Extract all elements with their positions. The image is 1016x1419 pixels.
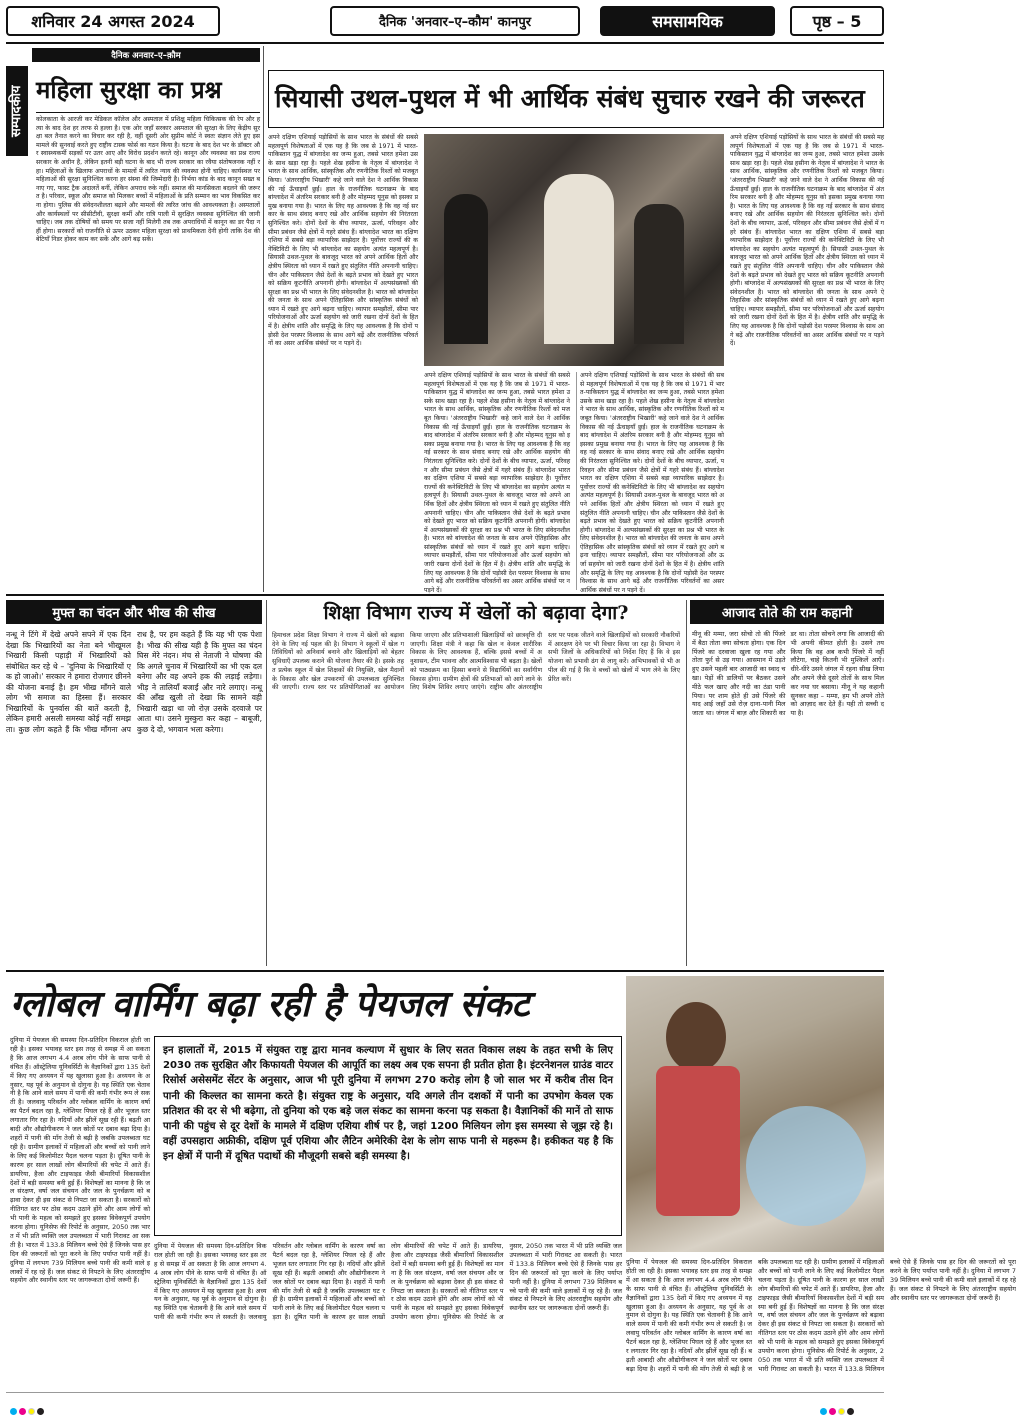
photo-figure <box>656 1066 740 1216</box>
color-mark <box>10 1408 17 1415</box>
story-right-title: आजाद तोते की राम कहानी <box>690 600 884 624</box>
editorial-title: महिला सुरक्षा का प्रश्न <box>36 75 222 104</box>
feature-highlight-box <box>154 1036 622 1236</box>
photo-figure <box>634 204 684 344</box>
color-mark <box>37 1408 44 1415</box>
section-rule <box>6 970 884 972</box>
column-divider <box>263 46 264 592</box>
lead-photo <box>424 134 724 366</box>
photo-figure <box>544 174 614 344</box>
registration-marks-left <box>10 1400 70 1410</box>
feature-highlight: इन हालातों में, 2015 में संयुक्त राष्ट्र द्वारा मानव कल्याण में सुधार के लिए सतत विकास लक्ष्य के तहत सभी के लिए 2030 तक सुरक्षित और किफायती पेयजल की आपूर्ति का लक्ष्य अब एक सपना ही प्रतीत होता है। इंटरनेशनल ग्राउंड वाटर रिसोर्स असेसमेंट सेंटर के अनुसार, आज भी पूरी दुनिया में लगभग 270 करोड़ लोग है जो साल भर में करीब तीस दिन पानी की किल्लत का सामना करते है। संयुक्त राष्ट्र के अनुसार, यदि अगले तीन दशकों में पानी का उपभोग केवल एक प्रतिशत की दर से भी बढ़ेगा, तो दुनिया को एक बड़े जल संकट का सामना करना पड़ सकता है। वैज्ञानिकों की मानें तो साफ पानी की पहुंच से दूर देशों के मामले में दक्षिण एशिया शीर्ष पर है, जहां 1200 मिलियन लोग इस समस्या से जूझ रहे है। वहीं उपसहारा अफ्रीकी, दक्षिण पूर्व एशिया और लैटिन अमेरिकी देश के लोग साफ पानी से महरूम है। हकीकत यह है कि इन क्षेत्रों में पानी में दूषित पदार्थो की मौजूदगी सबसे बड़ी समस्या है। <box>163 1045 613 1163</box>
color-mark <box>838 1408 845 1415</box>
column-divider <box>266 600 267 966</box>
color-mark <box>28 1408 35 1415</box>
section-rule <box>6 594 884 596</box>
header-page-number: पृष्ठ – 5 <box>790 6 884 36</box>
footer-rule <box>6 1392 884 1393</box>
photo-figure <box>666 1002 726 1072</box>
color-mark <box>820 1408 827 1415</box>
feature-body-col2: दुनिया में पेयजल की समस्या दिन-प्रतिदिन विकराल होती जा रही है। इसका भयावह स्तर इस तरह से समझ में आ सकता है कि आज लगभग 4.4 अरब लोग पीने के साफ पानी से वंचित हैं। ऑस्ट्रेलिया यूनिवर्सिटी के वैज्ञानिकों द्वारा 135 देशों में किए गए अध्ययन में यह खुलासा हुआ है। अध्ययन के अनुसार, यह पूर्व के अनुमान से दोगुना है। यह स्थिति एक चेतावनी है कि आने वाले समय में पानी की कमी गंभीर रूप ले सकती है। जलवायु परिवर्तन और ग्लोबल वार्मिंग के कारण वर्षा का पैटर्न बदल रहा है, ग्लेशियर पिघल रहे हैं और भूजल स्तर लगातार गिर रहा है। नदियाँ और झीलें सूख रही हैं। बढ़ती आबादी और औद्योगीकरण ने जल स्रोतों पर दबाव बढ़ा दिया है। शहरों में पानी की माँग तेजी से बढ़ी है जबकि उपलब्धता घट रही है। ग्रामीण इलाकों में महिलाओं और बच्चों को पानी लाने के लिए कई किलोमीटर पैदल चलना पड़ता है। दूषित पानी के कारण हर साल लाखों लोग बीमारियों की चपेट में आते हैं। डायरिया, हैजा और टाइफाइड जैसी बीमारियाँ विकासशील देशों में बड़ी समस्या बनी हुई हैं। विशेषज्ञों का मानना है कि जल संरक्षण, वर्षा जल संचयन और जल के पुनर्चक्रण को बढ़ावा देकर ही इस संकट से निपटा जा सकता है। सरकारों को नीतिगत स्तर पर ठोस कदम उठाने होंगे और आम लोगों को भी पानी के महत्व को समझते हुए इसका विवेकपूर्ण उपयोग करना होगा। यूनिसेफ की रिपोर्ट के अनुसार, 2050 तक भारत में भी प्रति व्यक्ति जल उपलब्धता में भारी गिरावट आ सकती है। भारत में 133.8 मिलियन बच्चे ऐसे हैं जिनके पास हर दिन की जरूरतों को पूरा करने के लिए पर्याप्त पानी नहीं है। दुनिया में लगभग 739 मिलियन बच्चे पानी की कमी वाले इलाकों में रह रहे हैं। जल संकट से निपटने के लिए अंतरराष्ट्रीय सहयोग और स्थानीय स्तर पर जागरूकता दोनों जरूरी हैं। <box>154 1242 622 1322</box>
feature-photo <box>626 976 884 1252</box>
header-date: शनिवार 24 अगस्त 2024 <box>6 6 220 36</box>
lead-title: सियासी उथल-पुथल में भी आर्थिक संबंध सुचारु रखने की जरूरत <box>275 84 865 113</box>
story-mid-title: शिक्षा विभाग राज्य में खेलों को बढ़ावा देगा? <box>323 602 629 624</box>
color-mark <box>829 1408 836 1415</box>
feature-title: ग्लोबल वार्मिंग बढ़ा रही है पेयजल संकट <box>10 983 530 1025</box>
editorial-body: कोलकाता के आरजी कर मेडिकल कॉलेज और अस्पताल में प्रशिक्षु महिला चिकित्सक की रेप और हत्या के बाद देश हर तरफ से हल्ला है। एक ओर जहाँ सरकार अस्पताल की सुरक्षा के लिए केंद्रीय सुरक्षा बल तैनात करने का विचार कर रही है, वहीं दूसरी ओर सुप्रीम कोर्ट ने स्वतः संज्ञान लेते हुए इस मामले की सुनवाई करते हुए राष्ट्रीय टास्क फोर्स का गठन किया है। घटना के बाद देश भर के डॉक्टर और स्वास्थ्यकर्मी सड़कों पर उतर आए और विरोध प्रदर्शन करते रहे। कानून और व्यवस्था का प्रश्न राज्य सरकार के अधीन है, लेकिन इतनी बड़ी घटना के बाद भी राज्य सरकार का रवैया संतोषजनक नहीं रहा। महिलाओं के खिलाफ अपराधों के मामलों में त्वरित न्याय की व्यवस्था होनी चाहिए। कार्यस्थल पर महिलाओं की सुरक्षा सुनिश्चित करना हर संस्था की जिम्मेदारी है। निर्भया कांड के बाद कानून सख्त बनाए गए, फास्ट ट्रैक अदालतें बनीं, लेकिन अपराध रुके नहीं। समाज की मानसिकता बदलने की जरूरत है। परिवार, स्कूल और समाज को मिलकर बच्चों में महिलाओं के प्रति सम्मान का भाव विकसित करना होगा। पुलिस की संवेदनशीलता बढ़ाने और मामलों की त्वरित जांच की आवश्यकता है। अस्पतालों और कार्यस्थलों पर सीसीटीवी, सुरक्षा कर्मी और रात्रि पाली में सुरक्षित व्यवस्था सुनिश्चित की जानी चाहिए। जब तक दोषियों को समय पर सजा नहीं मिलेगी तब तक अपराधियों में कानून का डर पैदा नहीं होगा। सरकारों को राजनीति से ऊपर उठकर महिला सुरक्षा को प्राथमिकता देनी होगी ताकि देश की बेटियाँ निडर होकर काम कर सकें और आगे बढ़ सकें। <box>36 116 260 244</box>
story-mid-body: हिमाचल प्रदेश शिक्षा विभाग ने राज्य में खेलों को बढ़ावा देने के लिए नई पहल की है। विभाग ने स्कूलों में खेल गतिविधियों को अनिवार्य बनाने और खिलाड़ियों को बेहतर सुविधाएँ उपलब्ध कराने की योजना तैयार की है। इसके तहत प्रत्येक स्कूल में खेल शिक्षकों की नियुक्ति, खेल मैदानों के विकास और खेल उपकरणों की उपलब्धता सुनिश्चित की जाएगी। राज्य स्तर पर प्रतियोगिताओं का आयोजन किया जाएगा और प्रतिभाशाली खिलाड़ियों को छात्रवृत्ति दी जाएगी। शिक्षा मंत्री ने कहा कि खेल न केवल शारीरिक विकास के लिए आवश्यक हैं, बल्कि इससे बच्चों में अनुशासन, टीम भावना और आत्मविश्वास भी बढ़ता है। खेलों को पाठ्यक्रम का हिस्सा बनाने से विद्यार्थियों का सर्वांगीण विकास होगा। ग्रामीण क्षेत्रों की प्रतिभाओं को आगे लाने के लिए विशेष शिविर लगाए जाएंगे। राष्ट्रीय और अंतरराष्ट्रीय स्तर पर पदक जीतने वाले खिलाड़ियों को सरकारी नौकरियों में आरक्षण देने पर भी विचार किया जा रहा है। विभाग ने सभी जिलों के अधिकारियों को निर्देश दिए हैं कि वे इस योजना को प्रभावी ढंग से लागू करें। अभिभावकों से भी अपील की गई है कि वे बच्चों को खेलों में भाग लेने के लिए प्रेरित करें। <box>272 632 680 692</box>
lead-body-col4: अपने दक्षिण एशियाई पड़ोसियों के साथ भारत के संबंधों की सबसे महत्वपूर्ण विशेषताओं में एक यह है कि जब से 1971 में भारत-पाकिस्तान युद्ध में बांग्लादेश का जन्म हुआ, तबसे भारत हमेशा उसके साथ खड़ा रहा है। पहले शेख हसीना के नेतृत्व में बांग्लादेश ने भारत के साथ आर्थिक, सांस्कृतिक और रणनीतिक रिश्तों को मजबूत किया। 'अंतरराष्ट्रीय भिखारी' कहे जाने वाले देश ने आर्थिक विकास की नई ऊँचाइयाँ छुईं। हाल के राजनीतिक घटनाक्रम के बाद बांग्लादेश में अंतरिम सरकार बनी है और मोहम्मद यूनुस को इसका प्रमुख बनाया गया है। भारत के लिए यह आवश्यक है कि वह नई सरकार के साथ संवाद बनाए रखे और आर्थिक सहयोग की निरंतरता सुनिश्चित करे। दोनों देशों के बीच व्यापार, ऊर्जा, परिवहन और सीमा प्रबंधन जैसे क्षेत्रों में गहरे संबंध हैं। बांग्लादेश भारत का दक्षिण एशिया में सबसे बड़ा व्यापारिक साझेदार है। पूर्वोत्तर राज्यों की कनेक्टिविटी के लिए भी बांग्लादेश का सहयोग अत्यंत महत्वपूर्ण है। सियासी उथल-पुथल के बावजूद भारत को अपने आर्थिक हितों और क्षेत्रीय स्थिरता को ध्यान में रखते हुए संतुलित नीति अपनानी चाहिए। चीन और पाकिस्तान जैसे देशों के बढ़ते प्रभाव को देखते हुए भारत को सक्रिय कूटनीति अपनानी होगी। बांग्लादेश में अल्पसंख्यकों की सुरक्षा का प्रश्न भी भारत के लिए संवेदनशील है। भारत को बांग्लादेश की जनता के साथ अपने ऐतिहासिक और सांस्कृतिक संबंधों को ध्यान में रखते हुए आगे बढ़ना चाहिए। व्यापार समझौतों, सीमा पार परियोजनाओं और ऊर्जा सहयोग को जारी रखना दोनों देशों के हित में है। क्षेत्रीय शांति और समृद्धि के लिए यह आवश्यक है कि दोनों पड़ोसी देश परस्पर विश्वास के साथ आगे बढ़ें और राजनीतिक परिवर्तनों का असर आर्थिक संबंधों पर न पड़ने दें। <box>730 134 884 348</box>
header-paper-name: दैनिक 'अनवार–ए–कौम' कानपुर <box>330 6 580 36</box>
story-right-body: मीनू की मम्मा, जरा सोचो तो की पिंजरे में बैठा तोता क्या सोचता होगा। एक दिन पिंजरे का दरवाजा खुला रह गया और तोता फुर्र से उड़ गया। आसमान में उड़ते हुए उसने पहली बार आजादी का स्वाद चखा। पेड़ों की डालियों पर बैठकर उसने मीठे फल खाए और नदी का ठंडा पानी पिया। पर शाम होते ही उसे पिंजरे की याद आई जहाँ उसे रोज़ दाना-पानी मिल जाता था। जंगल में बाज़ और शिकारी का डर था। तोता सोचने लगा कि आजादी की भी अपनी कीमत होती है। उसने तय किया कि वह अब कभी पिंजरे में नहीं लौटेगा, चाहे कितनी भी मुश्किलें आएँ। धीरे-धीरे उसने जंगल में रहना सीख लिया और अपने जैसे दूसरे तोतों के साथ मिलकर नया घर बसाया। मीनू ने यह कहानी सुनकर कहा – मम्मा, हम भी अपने तोते को आज़ाद कर देते हैं। यही तो सच्ची दया है। <box>692 630 884 718</box>
header-section: समसामयिक <box>600 6 775 36</box>
story-left-body: नन्धू ने टिंगे में देखे अपने सपने में एक दिन देखा कि भिखारियों का नेता बने भीखूमल भिखारी किसी पहाड़ी में भिखारियों को संबोधित कर रहे थे – 'दुनिया के भिखारियों एक हो जाओ।' सरकार ने हमारा रोजगार छीनने की योजना बनाई है। हम भीख माँगने वाले लोग भी समाज का हिस्सा हैं। सरकार भिखारियों के पुनर्वास की बातें करती है, लेकिन हमारी असली समस्या कोई नहीं समझता। कुछ लोग कहते हैं कि भीख माँगना अपराध है, पर हम कहते हैं कि यह भी एक पेशा है। भीख की सीख यही है कि मुफ्त का चंदन घिस मेरे नंदन। मंच से नेताजी ने घोषणा की कि अगले चुनाव में भिखारियों का भी एक दल बनेगा और वह अपने हक की लड़ाई लड़ेगा। भीड़ ने तालियाँ बजाईं और नारे लगाए। नन्धू की आँख खुली तो देखा कि सामने वही भिखारी खड़ा था जो रोज़ उसके दरवाजे पर आता था। उसने मुस्कुरा कर कहा – बाबूजी, कुछ दे दो, भगवान भला करेगा। <box>6 630 262 734</box>
photo-water-pot <box>746 1106 866 1226</box>
divider <box>36 112 260 113</box>
lead-body-col2: अपने दक्षिण एशियाई पड़ोसियों के साथ भारत के संबंधों की सबसे महत्वपूर्ण विशेषताओं में एक यह है कि जब से 1971 में भारत-पाकिस्तान युद्ध में बांग्लादेश का जन्म हुआ, तबसे भारत हमेशा उसके साथ खड़ा रहा है। पहले शेख हसीना के नेतृत्व में बांग्लादेश ने भारत के साथ आर्थिक, सांस्कृतिक और रणनीतिक रिश्तों को मजबूत किया। 'अंतरराष्ट्रीय भिखारी' कहे जाने वाले देश ने आर्थिक विकास की नई ऊँचाइयाँ छुईं। हाल के राजनीतिक घटनाक्रम के बाद बांग्लादेश में अंतरिम सरकार बनी है और मोहम्मद यूनुस को इसका प्रमुख बनाया गया है। भारत के लिए यह आवश्यक है कि वह नई सरकार के साथ संवाद बनाए रखे और आर्थिक सहयोग की निरंतरता सुनिश्चित करे। दोनों देशों के बीच व्यापार, ऊर्जा, परिवहन और सीमा प्रबंधन जैसे क्षेत्रों में गहरे संबंध हैं। बांग्लादेश भारत का दक्षिण एशिया में सबसे बड़ा व्यापारिक साझेदार है। पूर्वोत्तर राज्यों की कनेक्टिविटी के लिए भी बांग्लादेश का सहयोग अत्यंत महत्वपूर्ण है। सियासी उथल-पुथल के बावजूद भारत को अपने आर्थिक हितों और क्षेत्रीय स्थिरता को ध्यान में रखते हुए संतुलित नीति अपनानी चाहिए। चीन और पाकिस्तान जैसे देशों के बढ़ते प्रभाव को देखते हुए भारत को सक्रिय कूटनीति अपनानी होगी। बांग्लादेश में अल्पसंख्यकों की सुरक्षा का प्रश्न भी भारत के लिए संवेदनशील है। भारत को बांग्लादेश की जनता के साथ अपने ऐतिहासिक और सांस्कृतिक संबंधों को ध्यान में रखते हुए आगे बढ़ना चाहिए। व्यापार समझौतों, सीमा पार परियोजनाओं और ऊर्जा सहयोग को जारी रखना दोनों देशों के हित में है। क्षेत्रीय शांति और समृद्धि के लिए यह आवश्यक है कि दोनों पड़ोसी देश परस्पर विश्वास के साथ आगे बढ़ें और राजनीतिक परिवर्तनों का असर आर्थिक संबंधों पर न पड़ने दें। <box>424 372 570 594</box>
lead-title-box <box>268 70 884 128</box>
editorial-side-label: सम्पादकीय <box>6 66 28 156</box>
feature-body-col3: दुनिया में पेयजल की समस्या दिन-प्रतिदिन विकराल होती जा रही है। इसका भयावह स्तर इस तरह से समझ में आ सकता है कि आज लगभग 4.4 अरब लोग पीने के साफ पानी से वंचित हैं। ऑस्ट्रेलिया यूनिवर्सिटी के वैज्ञानिकों द्वारा 135 देशों में किए गए अध्ययन में यह खुलासा हुआ है। अध्ययन के अनुसार, यह पूर्व के अनुमान से दोगुना है। यह स्थिति एक चेतावनी है कि आने वाले समय में पानी की कमी गंभीर रूप ले सकती है। जलवायु परिवर्तन और ग्लोबल वार्मिंग के कारण वर्षा का पैटर्न बदल रहा है, ग्लेशियर पिघल रहे हैं और भूजल स्तर लगातार गिर रहा है। नदियाँ और झीलें सूख रही हैं। बढ़ती आबादी और औद्योगीकरण ने जल स्रोतों पर दबाव बढ़ा दिया है। शहरों में पानी की माँग तेजी से बढ़ी है जबकि उपलब्धता घट रही है। ग्रामीण इलाकों में महिलाओं और बच्चों को पानी लाने के लिए कई किलोमीटर पैदल चलना पड़ता है। दूषित पानी के कारण हर साल लाखों लोग बीमारियों की चपेट में आते हैं। डायरिया, हैजा और टाइफाइड जैसी बीमारियाँ विकासशील देशों में बड़ी समस्या बनी हुई हैं। विशेषज्ञों का मानना है कि जल संरक्षण, वर्षा जल संचयन और जल के पुनर्चक्रण को बढ़ावा देकर ही इस संकट से निपटा जा सकता है। सरकारों को नीतिगत स्तर पर ठोस कदम उठाने होंगे और आम लोगों को भी पानी के महत्व को समझते हुए इसका विवेकपूर्ण उपयोग करना होगा। यूनिसेफ की रिपोर्ट के अनुसार, 2050 तक भारत में भी प्रति व्यक्ति जल उपलब्धता में भारी गिरावट आ सकती है। भारत में 133.8 मिलियन बच्चे ऐसे हैं जिनके पास हर दिन की जरूरतों को पूरा करने के लिए पर्याप्त पानी नहीं है। दुनिया में लगभग 739 मिलियन बच्चे पानी की कमी वाले इलाकों में रह रहे हैं। जल संकट से निपटने के लिए अंतरराष्ट्रीय सहयोग और स्थानीय स्तर पर जागरूकता दोनों जरूरी हैं। <box>626 1258 1016 1373</box>
color-mark <box>847 1408 854 1415</box>
column-divider <box>686 600 687 966</box>
header-rule <box>6 42 884 44</box>
color-mark <box>19 1408 26 1415</box>
feature-body-col1: दुनिया में पेयजल की समस्या दिन-प्रतिदिन विकराल होती जा रही है। इसका भयावह स्तर इस तरह से समझ में आ सकता है कि आज लगभग 4.4 अरब लोग पीने के साफ पानी से वंचित हैं। ऑस्ट्रेलिया यूनिवर्सिटी के वैज्ञानिकों द्वारा 135 देशों में किए गए अध्ययन में यह खुलासा हुआ है। अध्ययन के अनुसार, यह पूर्व के अनुमान से दोगुना है। यह स्थिति एक चेतावनी है कि आने वाले समय में पानी की कमी गंभीर रूप ले सकती है। जलवायु परिवर्तन और ग्लोबल वार्मिंग के कारण वर्षा का पैटर्न बदल रहा है, ग्लेशियर पिघल रहे हैं और भूजल स्तर लगातार गिर रहा है। नदियाँ और झीलें सूख रही हैं। बढ़ती आबादी और औद्योगीकरण ने जल स्रोतों पर दबाव बढ़ा दिया है। शहरों में पानी की माँग तेजी से बढ़ी है जबकि उपलब्धता घट रही है। ग्रामीण इलाकों में महिलाओं और बच्चों को पानी लाने के लिए कई किलोमीटर पैदल चलना पड़ता है। दूषित पानी के कारण हर साल लाखों लोग बीमारियों की चपेट में आते हैं। डायरिया, हैजा और टाइफाइड जैसी बीमारियाँ विकासशील देशों में बड़ी समस्या बनी हुई हैं। विशेषज्ञों का मानना है कि जल संरक्षण, वर्षा जल संचयन और जल के पुनर्चक्रण को बढ़ावा देकर ही इस संकट से निपटा जा सकता है। सरकारों को नीतिगत स्तर पर ठोस कदम उठाने होंगे और आम लोगों को भी पानी के महत्व को समझते हुए इसका विवेकपूर्ण उपयोग करना होगा। यूनिसेफ की रिपोर्ट के अनुसार, 2050 तक भारत में भी प्रति व्यक्ति जल उपलब्धता में भारी गिरावट आ सकती है। भारत में 133.8 मिलियन बच्चे ऐसे हैं जिनके पास हर दिन की जरूरतों को पूरा करने के लिए पर्याप्त पानी नहीं है। दुनिया में लगभग 739 मिलियन बच्चे पानी की कमी वाले इलाकों में रह रहे हैं। जल संकट से निपटने के लिए अंतरराष्ट्रीय सहयोग और स्थानीय स्तर पर जागरूकता दोनों जरूरी हैं। <box>10 1036 150 1285</box>
photo-figure <box>444 194 488 344</box>
editorial-block <box>6 48 260 590</box>
page-header <box>0 0 890 44</box>
story-left-title: मुफ्त का चंदन और भीख की सीख <box>6 600 262 624</box>
registration-marks-right <box>820 1400 880 1410</box>
lead-body-col1: अपने दक्षिण एशियाई पड़ोसियों के साथ भारत के संबंधों की सबसे महत्वपूर्ण विशेषताओं में एक यह है कि जब से 1971 में भारत-पाकिस्तान युद्ध में बांग्लादेश का जन्म हुआ, तबसे भारत हमेशा उसके साथ खड़ा रहा है। पहले शेख हसीना के नेतृत्व में बांग्लादेश ने भारत के साथ आर्थिक, सांस्कृतिक और रणनीतिक रिश्तों को मजबूत किया। 'अंतरराष्ट्रीय भिखारी' कहे जाने वाले देश ने आर्थिक विकास की नई ऊँचाइयाँ छुईं। हाल के राजनीतिक घटनाक्रम के बाद बांग्लादेश में अंतरिम सरकार बनी है और मोहम्मद यूनुस को इसका प्रमुख बनाया गया है। भारत के लिए यह आवश्यक है कि वह नई सरकार के साथ संवाद बनाए रखे और आर्थिक सहयोग की निरंतरता सुनिश्चित करे। दोनों देशों के बीच व्यापार, ऊर्जा, परिवहन और सीमा प्रबंधन जैसे क्षेत्रों में गहरे संबंध हैं। बांग्लादेश भारत का दक्षिण एशिया में सबसे बड़ा व्यापारिक साझेदार है। पूर्वोत्तर राज्यों की कनेक्टिविटी के लिए भी बांग्लादेश का सहयोग अत्यंत महत्वपूर्ण है। सियासी उथल-पुथल के बावजूद भारत को अपने आर्थिक हितों और क्षेत्रीय स्थिरता को ध्यान में रखते हुए संतुलित नीति अपनानी चाहिए। चीन और पाकिस्तान जैसे देशों के बढ़ते प्रभाव को देखते हुए भारत को सक्रिय कूटनीति अपनानी होगी। बांग्लादेश में अल्पसंख्यकों की सुरक्षा का प्रश्न भी भारत के लिए संवेदनशील है। भारत को बांग्लादेश की जनता के साथ अपने ऐतिहासिक और सांस्कृतिक संबंधों को ध्यान में रखते हुए आगे बढ़ना चाहिए। व्यापार समझौतों, सीमा पार परियोजनाओं और ऊर्जा सहयोग को जारी रखना दोनों देशों के हित में है। क्षेत्रीय शांति और समृद्धि के लिए यह आवश्यक है कि दोनों पड़ोसी देश परस्पर विश्वास के साथ आगे बढ़ें और राजनीतिक परिवर्तनों का असर आर्थिक संबंधों पर न पड़ने दें। <box>268 134 419 348</box>
editorial-kicker: दैनिक अनवार–ए–क़ौम <box>32 48 260 62</box>
lead-body-col3: अपने दक्षिण एशियाई पड़ोसियों के साथ भारत के संबंधों की सबसे महत्वपूर्ण विशेषताओं में एक यह है कि जब से 1971 में भारत-पाकिस्तान युद्ध में बांग्लादेश का जन्म हुआ, तबसे भारत हमेशा उसके साथ खड़ा रहा है। पहले शेख हसीना के नेतृत्व में बांग्लादेश ने भारत के साथ आर्थिक, सांस्कृतिक और रणनीतिक रिश्तों को मजबूत किया। 'अंतरराष्ट्रीय भिखारी' कहे जाने वाले देश ने आर्थिक विकास की नई ऊँचाइयाँ छुईं। हाल के राजनीतिक घटनाक्रम के बाद बांग्लादेश में अंतरिम सरकार बनी है और मोहम्मद यूनुस को इसका प्रमुख बनाया गया है। भारत के लिए यह आवश्यक है कि वह नई सरकार के साथ संवाद बनाए रखे और आर्थिक सहयोग की निरंतरता सुनिश्चित करे। दोनों देशों के बीच व्यापार, ऊर्जा, परिवहन और सीमा प्रबंधन जैसे क्षेत्रों में गहरे संबंध हैं। बांग्लादेश भारत का दक्षिण एशिया में सबसे बड़ा व्यापारिक साझेदार है। पूर्वोत्तर राज्यों की कनेक्टिविटी के लिए भी बांग्लादेश का सहयोग अत्यंत महत्वपूर्ण है। सियासी उथल-पुथल के बावजूद भारत को अपने आर्थिक हितों और क्षेत्रीय स्थिरता को ध्यान में रखते हुए संतुलित नीति अपनानी चाहिए। चीन और पाकिस्तान जैसे देशों के बढ़ते प्रभाव को देखते हुए भारत को सक्रिय कूटनीति अपनानी होगी। बांग्लादेश में अल्पसंख्यकों की सुरक्षा का प्रश्न भी भारत के लिए संवेदनशील है। भारत को बांग्लादेश की जनता के साथ अपने ऐतिहासिक और सांस्कृतिक संबंधों को ध्यान में रखते हुए आगे बढ़ना चाहिए। व्यापार समझौतों, सीमा पार परियोजनाओं और ऊर्जा सहयोग को जारी रखना दोनों देशों के हित में है। क्षेत्रीय शांति और समृद्धि के लिए यह आवश्यक है कि दोनों पड़ोसी देश परस्पर विश्वास के साथ आगे बढ़ें और राजनीतिक परिवर्तनों का असर आर्थिक संबंधों पर न पड़ने दें। <box>576 372 724 590</box>
